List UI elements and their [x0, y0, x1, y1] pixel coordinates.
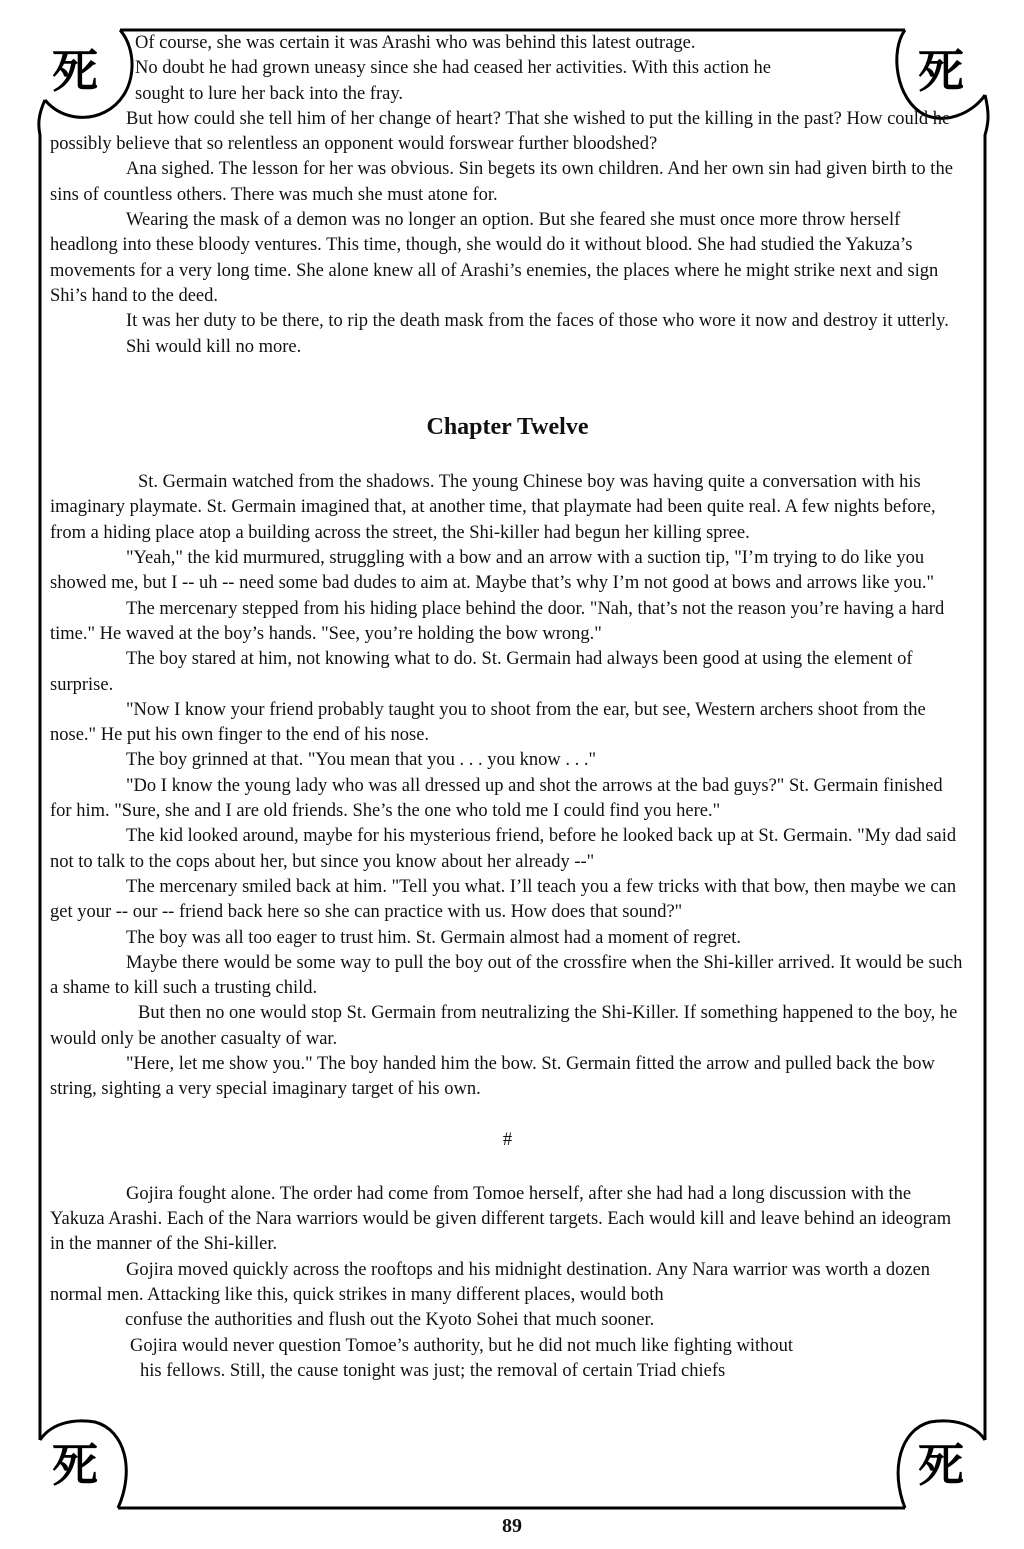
paragraph: Ana sighed. The lesson for her was obvious. Sin begets its own children. And her own sin had given birth to the sins of countless others. There was much she must atone for. — [50, 159, 953, 205]
corner-glyph-top-left: 死 — [52, 44, 98, 98]
section-separator: # — [502, 1129, 513, 1150]
paragraph: The boy stared at him, not knowing what to do. St. Germain had always been good at using the element of surprise. — [50, 649, 913, 695]
paragraph: But how could she tell him of her change of heart? That she wished to put the killing in the past? How could he possibly believe that so relentless an opponent would forswear further bloodshed? — [50, 108, 951, 155]
paragraph: The mercenary smiled back at him. "Tell you what. I’ll teach you a few tricks with that bow, then maybe we can get your -- our -- friend back here so she can practice with us. How does that sound?" — [50, 876, 957, 923]
paragraph: sought to lure her back into the fray. — [135, 83, 403, 104]
paragraph: The boy was all too eager to trust him. St. Germain almost had a moment of regret. — [126, 927, 741, 948]
paragraph: Wearing the mask of a demon was no longer an option. But she feared she must once more throw herself headlong into these bloody ventures. This time, though, she would do it without blood. She had studied the Yakuza’s movements for a very long time. She alone knew all of Arashi’s enemies, the places where he might strike next and sign Shi’s hand to the deed. — [50, 210, 939, 306]
corner-glyph-top-right: 死 — [918, 44, 964, 98]
paragraph: No doubt he had grown uneasy since she had ceased her activities. With this action he — [135, 58, 771, 79]
paragraph: The boy grinned at that. "You mean that you . . . you know . . ." — [126, 750, 597, 771]
paragraph: But then no one would stop St. Germain from neutralizing the Shi-Killer. If something happened to the boy, he would only be another casualty of war. — [50, 1003, 958, 1049]
paragraph: "Yeah," the kid murmured, struggling with a bow and an arrow with a suction tip, "I’m trying to do like you showed me, but I -- uh -- need some bad dudes to aim at. Maybe that’s why I’m not good at bows and arrows like you." — [50, 548, 935, 594]
paragraph: "Now I know your friend probably taught you to shoot from the ear, but see, Western archers shoot from the nose." He put his own finger to the end of his nose. — [50, 699, 926, 746]
paragraph: Gojira would never question Tomoe’s authority, but he did not much like fighting without — [130, 1335, 794, 1356]
corner-glyph-bottom-right: 死 — [918, 1438, 964, 1492]
paragraph: "Here, let me show you." The boy handed him the bow. St. Germain fitted the arrow and pulled back the bow string, sighting a very special imaginary target of his own. — [50, 1053, 935, 1100]
paragraph: St. Germain watched from the shadows. The young Chinese boy was having quite a conversation with his imaginary playmate. St. Germain imagined that, at another time, that playmate had been quite real. A few nights before, from a hiding place atop a building across the street, the Shi-killer had begun her killing spree. — [50, 472, 936, 543]
paragraph: Gojira moved quickly across the rooftops and his midnight destination. Any Nara warrior was worth a dozen normal men. Attacking like this, quick strikes in many different places, would both — [50, 1259, 931, 1306]
paragraph: Shi would kill no more. — [126, 336, 302, 357]
paragraph: Of course, she was certain it was Arashi who was behind this latest outrage. — [135, 33, 696, 53]
page-number: 89 — [502, 1515, 522, 1537]
paragraph: It was her duty to be there, to rip the death mask from the faces of those who wore it now and destroy it utterly. — [126, 311, 949, 332]
paragraph: Maybe there would be some way to pull the boy out of the crossfire when the Shi-killer arrived. It would be such a shame to kill such a trusting child. — [50, 952, 963, 999]
paragraph: Gojira fought alone. The order had come from Tomoe herself, after she had had a long discussion with the Yakuza Arashi. Each of the Nara warriors would be given different targets. Each would kill and leave behind an ideogram in the manner of the Shi-killer. — [50, 1183, 952, 1255]
paragraph: The mercenary stepped from his hiding place behind the door. "Nah, that’s not the reason you’re having a hard time." He waved at the boy’s hands. "See, you’re holding the bow wrong." — [50, 598, 945, 644]
chapter-title: Chapter Twelve — [426, 413, 589, 440]
paragraph: The kid looked around, maybe for his mysterious friend, before he looked back up at St. Germain. "My dad said not to talk to the cops about her, but since you know about her already --" — [50, 826, 957, 872]
body-text — [50, 31, 965, 1384]
corner-glyph-bottom-left: 死 — [52, 1438, 98, 1492]
paragraph: "Do I know the young lady who was all dressed up and shot the arrows at the bad guys?" St. Germain finished for him. "Sure, she and I are old friends. She’s the one who told me I could find you here." — [50, 775, 943, 822]
paragraph: confuse the authorities and flush out the Kyoto Sohei that much sooner. — [125, 1310, 655, 1331]
paragraph: his fellows. Still, the cause tonight was just; the removal of certain Triad chiefs — [140, 1360, 726, 1381]
